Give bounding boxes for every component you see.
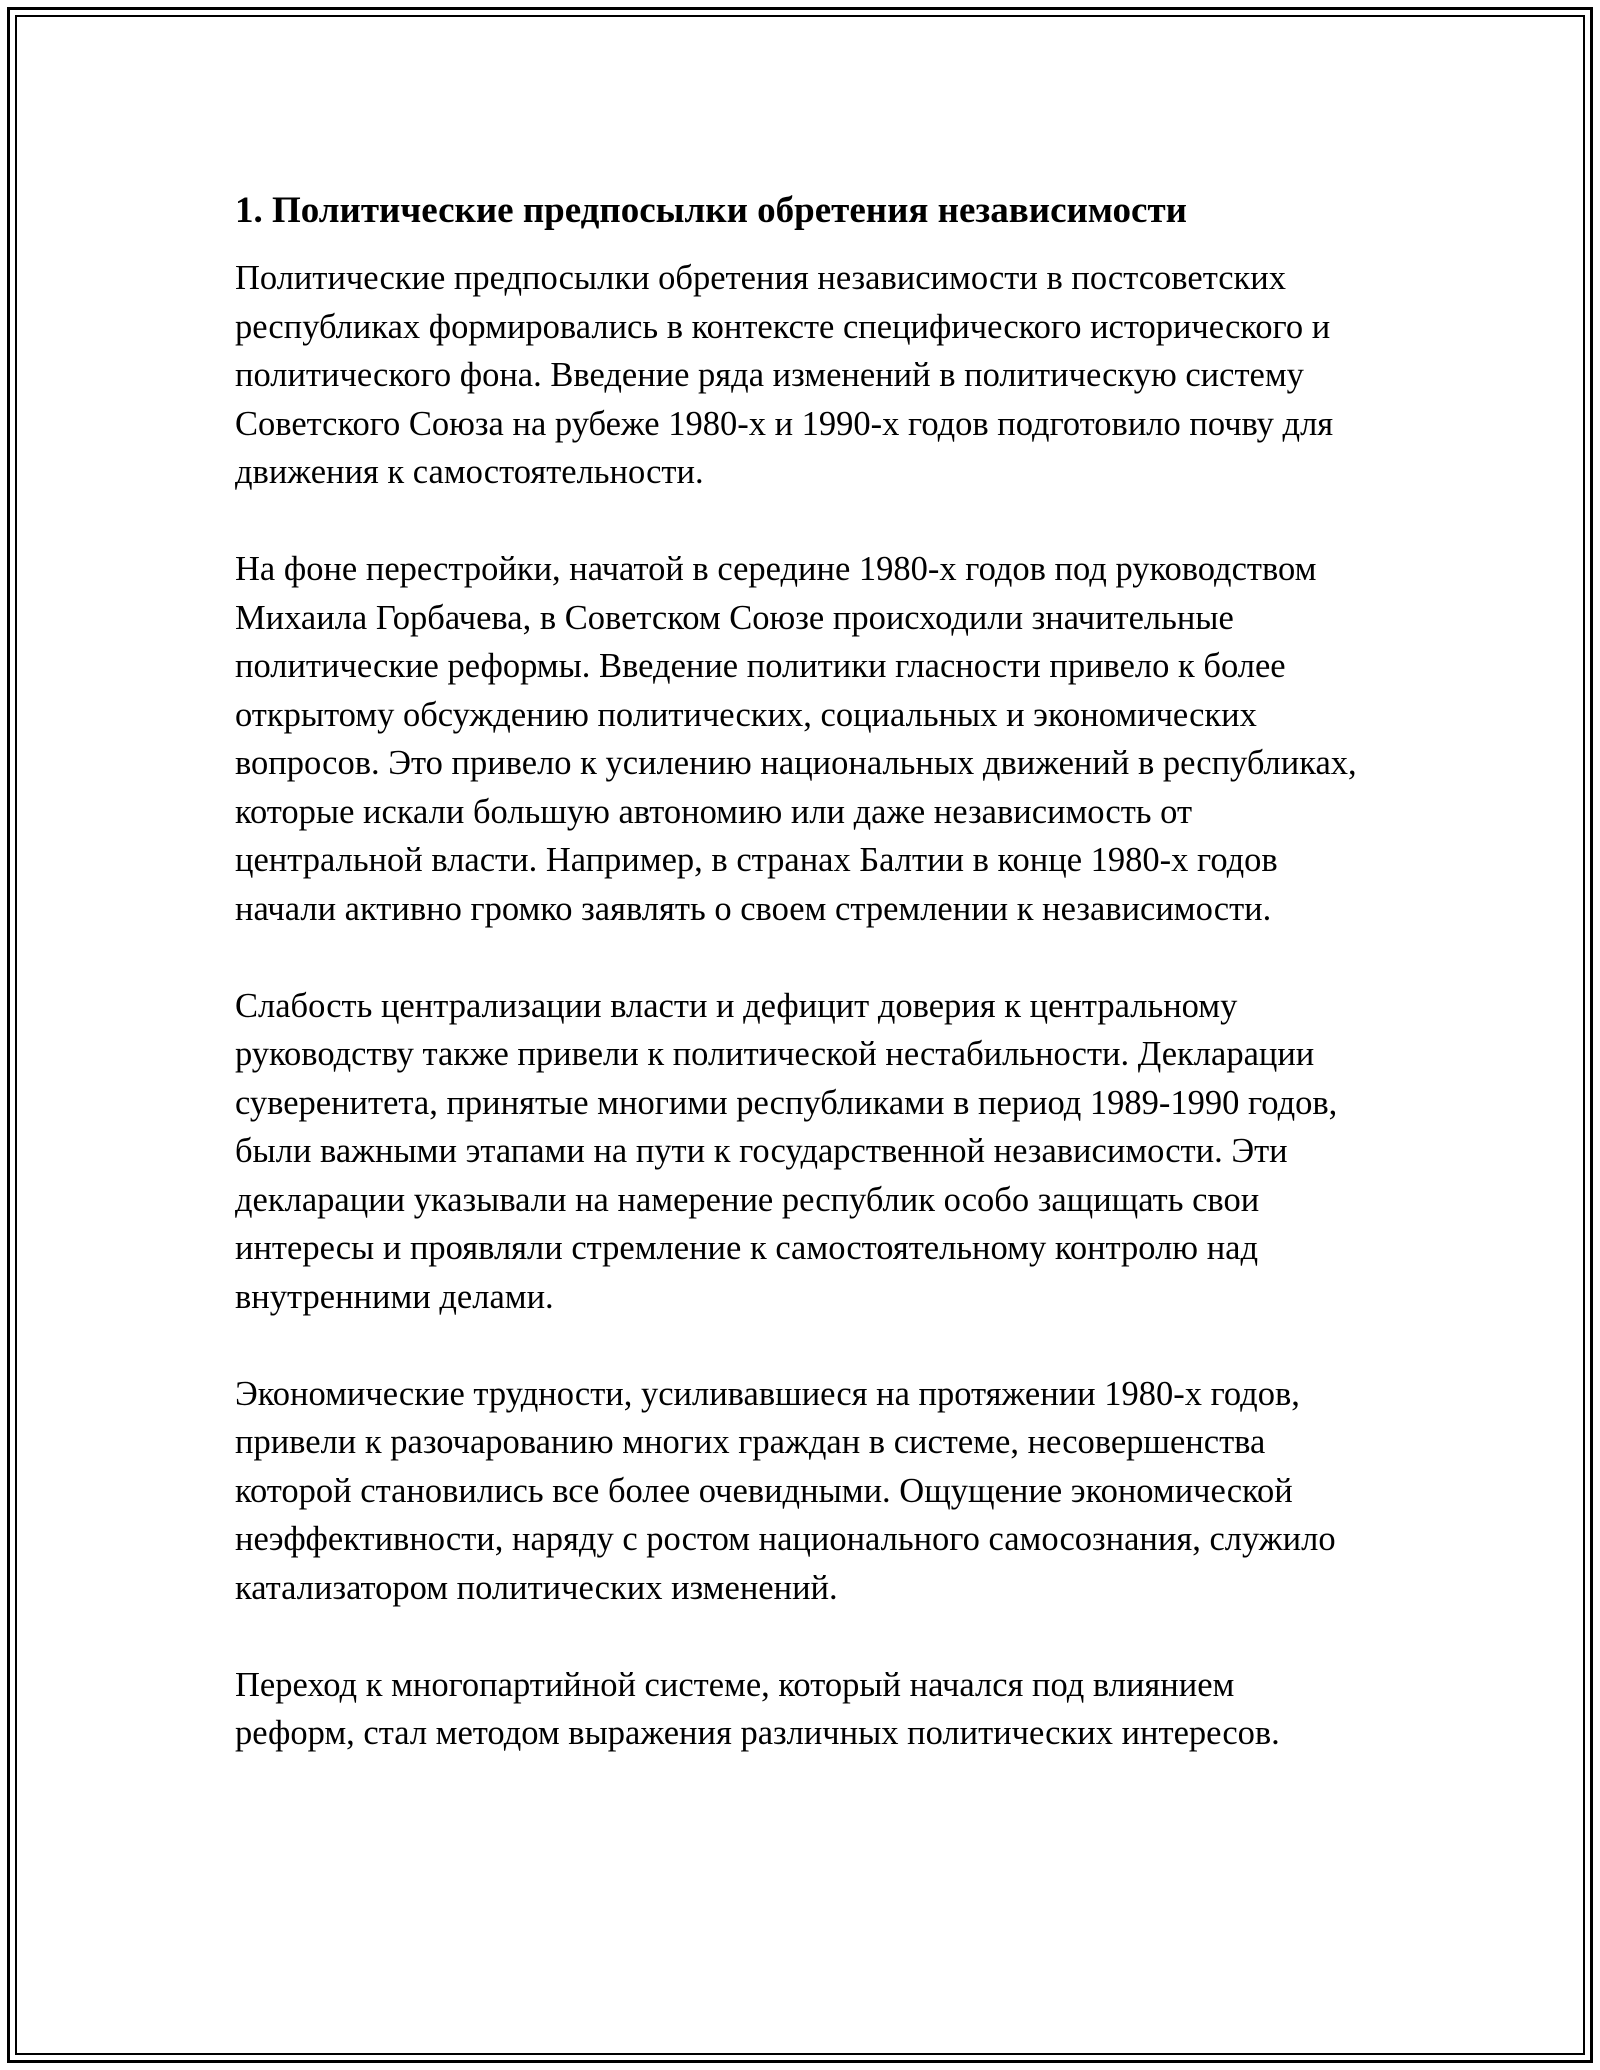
paragraph-5: Переход к многопартийной системе, который начался под влиянием реформ, стал методом выражения различных политических интересов. (235, 1665, 1280, 1752)
paragraph-4: Экономические трудности, усиливавшиеся на протяжении 1980-х годов, привели к разочарованию многих граждан в системе, несовершенства которой становились все более очевидными. Ощущение экономической неэффективности, наряду с ростом национального самосознания, служило катализатором политических изменений. (235, 1374, 1336, 1607)
document-body (235, 186, 1360, 1806)
section-heading: 1. Политические предпосылки обретения независимости (235, 190, 1187, 231)
paragraph-1: Политические предпосылки обретения независимости в постсоветских республиках формировались в контексте специфического исторического и политического фона. Введение ряда изменений в политическую систему Советского Союза на рубеже 1980-х и 1990-х годов подготовило почву для движения к самостоятельности. (235, 259, 1334, 491)
paragraph-2: На фоне перестройки, начатой в середине 1980-х годов под руководством Михаила Горбачева, в Советском Союзе происходили значительные политические реформы. Введение политики гласности привело к более открытому обсуждению политических, социальных и экономических вопросов. Это привело к усилению национальных движений в республиках, которые искали большую автономию или даже независимость от центральной власти. Например, в странах Балтии в конце 1980-х годов начали активно громко заявлять о своем стремлении к независимости. (235, 550, 1357, 928)
paragraph-3: Слабость централизации власти и дефицит доверия к центральному руководству также привели к политической нестабильности. Декларации суверенитета, принятые многими республиками в период 1989-1990 годов, были важными этапами на пути к государственной независимости. Эти декларации указывали на намерение республик особо защищать свои интересы и проявляли стремление к самостоятельному контролю над внутренними делами. (235, 986, 1338, 1316)
